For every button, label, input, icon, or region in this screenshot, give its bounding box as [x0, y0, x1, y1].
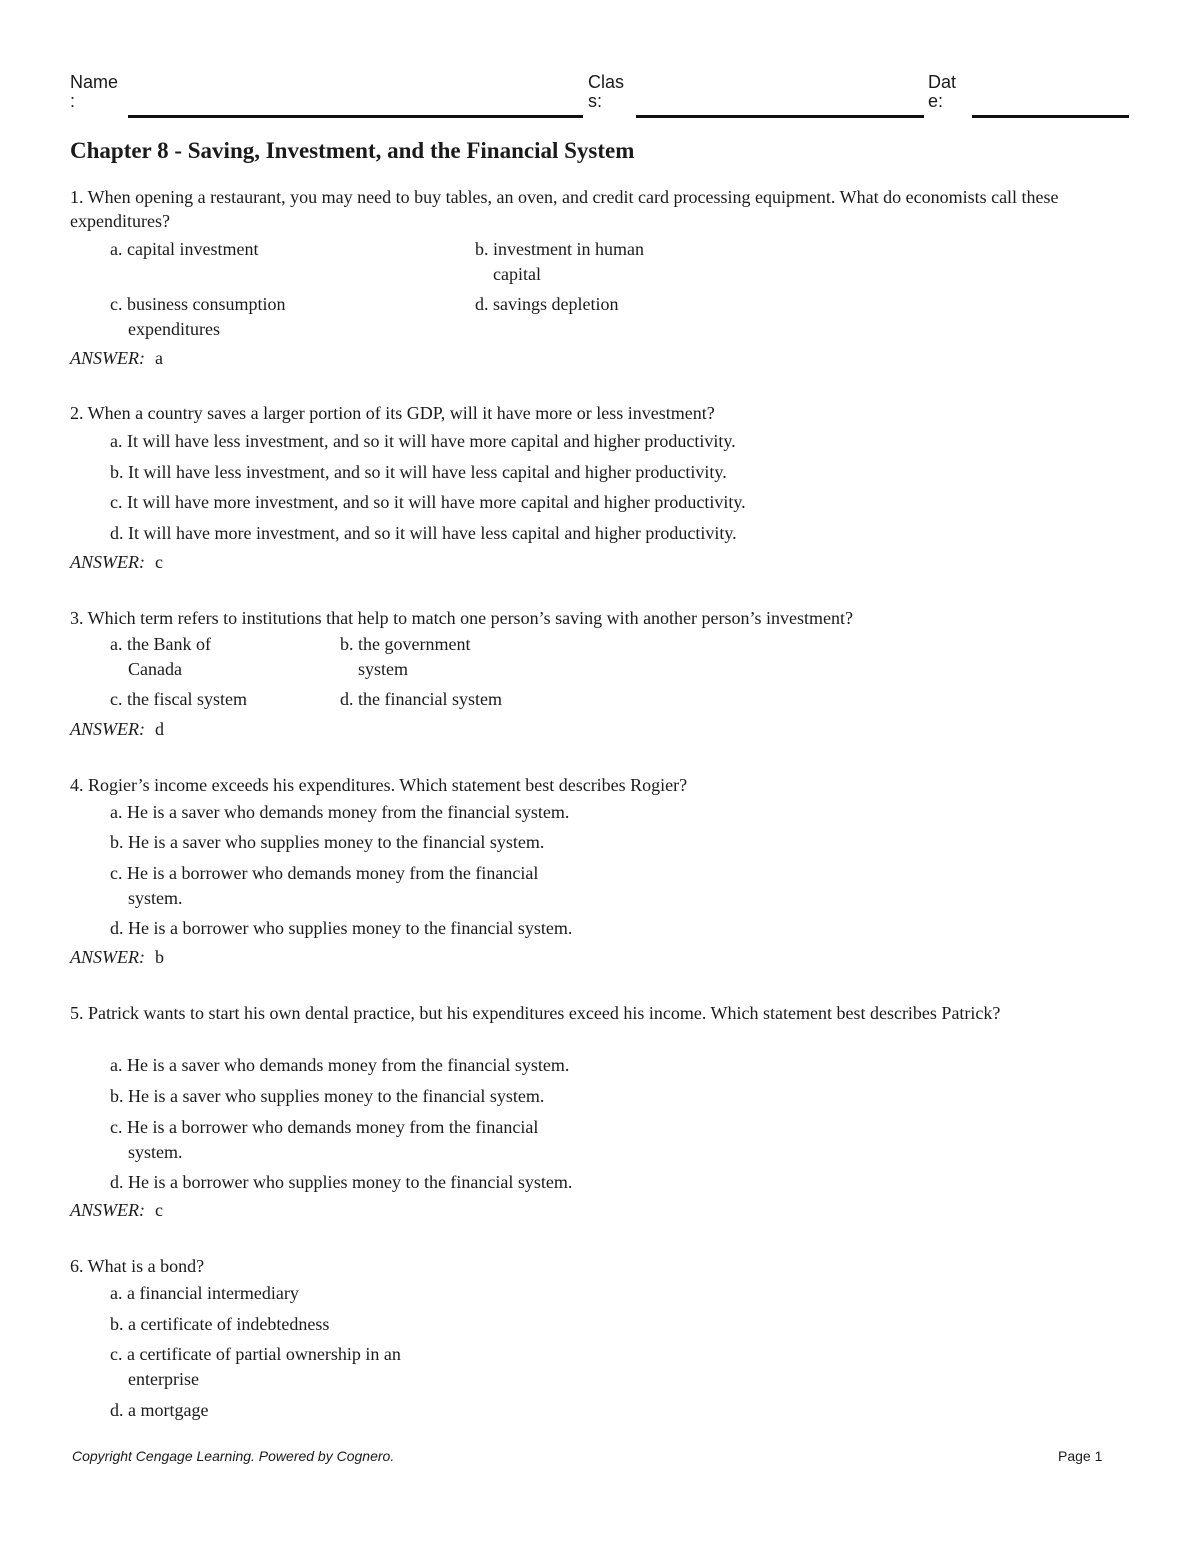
option-b: b. the government system — [340, 634, 471, 679]
option-c: c. the fiscal system — [110, 689, 247, 709]
footer-copyright: Copyright Cengage Learning. Powered by Cognero. — [72, 1448, 395, 1464]
answer-label: ANSWER: — [70, 552, 145, 572]
answer-line — [70, 348, 163, 369]
option-c: c. business consumption expenditures — [110, 294, 286, 339]
option-d: d. the financial system — [340, 689, 502, 709]
name-label: Name : — [70, 72, 119, 111]
answer-line — [70, 719, 164, 740]
date-field[interactable] — [972, 115, 1129, 118]
option-c: c. He is a borrower who demands money from the financial system. — [110, 1117, 539, 1162]
option-a: a. capital investment — [110, 239, 259, 259]
option-b: b. He is a saver who supplies money to the financial system. — [110, 1086, 545, 1106]
option-c: c. a certificate of partial ownership in an enterprise — [110, 1344, 401, 1389]
question-stem: 5. Patrick wants to start his own dental practice, but his expenditures exceed his income. Which statement best describes Patrick? — [70, 1003, 1001, 1023]
page-title: Chapter 8 - Saving, Investment, and the Financial System — [70, 138, 635, 163]
option-b: b. investment in human capital — [475, 239, 644, 284]
option-a: a. a financial intermediary — [110, 1283, 299, 1303]
option-b: b. He is a saver who supplies money to the financial system. — [110, 832, 545, 852]
answer-line — [70, 947, 164, 968]
option-d: d. He is a borrower who supplies money to the financial system. — [110, 1172, 573, 1192]
page-number: Page 1 — [1058, 1448, 1103, 1464]
option-d: d. It will have more investment, and so it will have less capital and higher productivity. — [110, 523, 737, 543]
option-c: c. He is a borrower who demands money from the financial system. — [110, 863, 539, 908]
class-field[interactable] — [636, 115, 924, 118]
option-a: a. He is a saver who demands money from the financial system. — [110, 802, 570, 822]
option-a: a. He is a saver who demands money from the financial system. — [110, 1055, 570, 1075]
class-label: Clas s: — [588, 72, 625, 111]
answer-line — [70, 552, 163, 573]
question-stem: 6. What is a bond? — [70, 1256, 205, 1276]
answer-value: a — [154, 348, 163, 368]
option-b: b. It will have less investment, and so it will have less capital and higher productivity. — [110, 462, 727, 482]
answer-value: c — [154, 1200, 163, 1220]
option-d: d. savings depletion — [475, 294, 619, 314]
question-stem: 3. Which term refers to institutions that help to match one person’s saving with another person’s investment? — [70, 608, 854, 628]
option-a: a. the Bank of Canada — [110, 634, 211, 679]
answer-label: ANSWER: — [70, 1200, 145, 1220]
answer-value: c — [154, 552, 163, 572]
name-field[interactable] — [128, 115, 583, 118]
option-a: a. It will have less investment, and so it will have more capital and higher productivity. — [110, 431, 736, 451]
answer-value: b — [154, 947, 164, 967]
option-c: c. It will have more investment, and so it will have more capital and higher productivity. — [110, 492, 746, 512]
option-b: b. a certificate of indebtedness — [110, 1314, 330, 1334]
answer-label: ANSWER: — [70, 947, 145, 967]
answer-line — [70, 1200, 163, 1221]
question-stem: 2. When a country saves a larger portion of its GDP, will it have more or less investment? — [70, 403, 715, 423]
question-stem: 4. Rogier’s income exceeds his expenditures. Which statement best describes Rogier? — [70, 775, 688, 795]
question-stem: 1. When opening a restaurant, you may need to buy tables, an oven, and credit card processing equipment. What do economists call these expenditures? — [70, 187, 1059, 231]
answer-label: ANSWER: — [70, 348, 145, 368]
option-d: d. a mortgage — [110, 1400, 209, 1420]
answer-label: ANSWER: — [70, 719, 145, 739]
answer-value: d — [154, 719, 164, 739]
option-d: d. He is a borrower who supplies money to the financial system. — [110, 918, 573, 938]
date-label: Dat e: — [928, 72, 957, 111]
